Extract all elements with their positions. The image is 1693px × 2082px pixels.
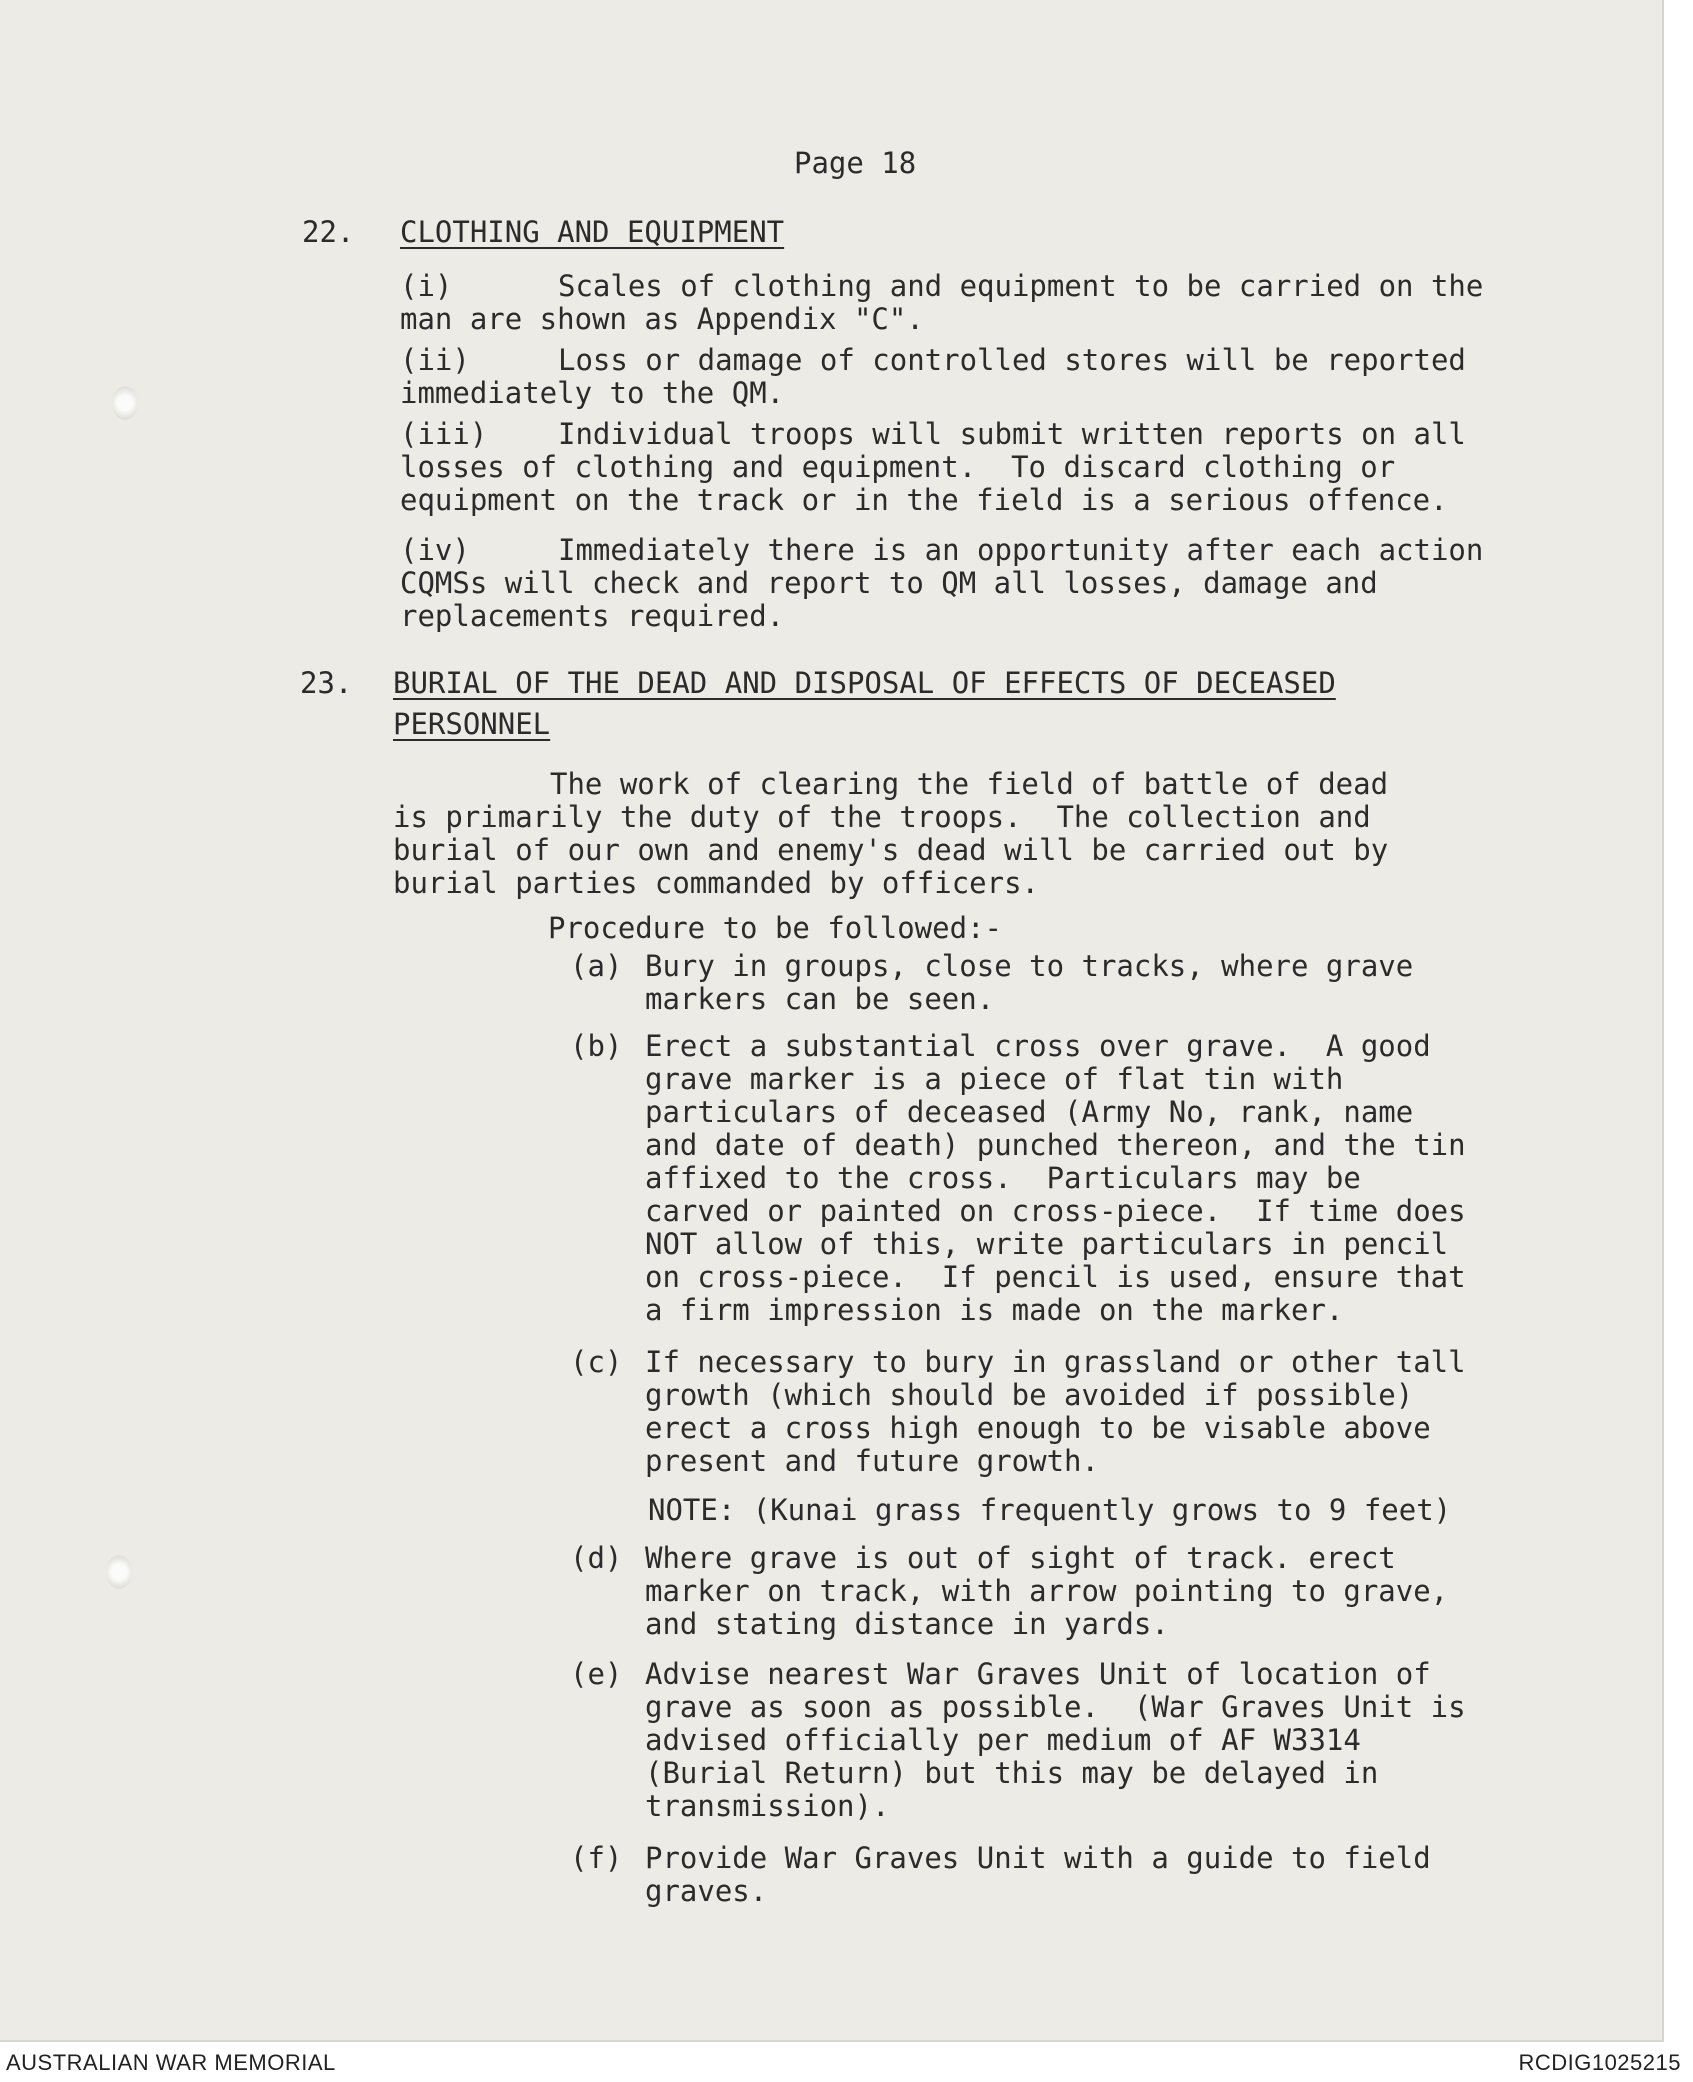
text-line: graves. bbox=[645, 1874, 768, 1908]
text-line: and stating distance in yards. bbox=[645, 1607, 1169, 1641]
text-line: is primarily the duty of the troops. The collection and bbox=[393, 800, 1371, 834]
text-line: grave as soon as possible. (War Graves Unit is bbox=[645, 1690, 1466, 1724]
text-line: Erect a substantial cross over grave. A good bbox=[645, 1029, 1431, 1063]
punch-hole bbox=[112, 386, 138, 420]
item-label: (f) bbox=[570, 1841, 623, 1875]
text-line: affixed to the cross. Particulars may be bbox=[645, 1161, 1361, 1195]
text-line: advised officially per medium of AF W3314 bbox=[645, 1723, 1361, 1757]
text-line: Advise nearest War Graves Unit of location of bbox=[645, 1657, 1431, 1691]
text-line: on cross-piece. If pencil is used, ensure that bbox=[645, 1260, 1466, 1294]
text-line: The work of clearing the field of battle of dead bbox=[550, 767, 1389, 801]
section-23-heading-cont: PERSONNEL bbox=[393, 707, 551, 741]
text-line: growth (which should be avoided if possible) bbox=[645, 1378, 1414, 1412]
section-23-heading: BURIAL OF THE DEAD AND DISPOSAL OF EFFECTS OF DECEASED bbox=[393, 666, 1336, 700]
note-line: NOTE: (Kunai grass frequently grows to 9 feet) bbox=[648, 1493, 1452, 1527]
text-line: particulars of deceased (Army No, rank, name bbox=[645, 1095, 1414, 1129]
item-label: (i) bbox=[400, 269, 453, 303]
text-line: Bury in groups, close to tracks, where grave bbox=[645, 949, 1414, 983]
text-line: a firm impression is made on the marker. bbox=[645, 1293, 1344, 1327]
footer-record-id: RCDIG1025215 bbox=[1518, 2050, 1681, 2075]
text-line: losses of clothing and equipment. To discard clothing or bbox=[400, 450, 1396, 484]
item-label: (b) bbox=[570, 1029, 623, 1063]
section-22-heading: CLOTHING AND EQUIPMENT bbox=[400, 215, 785, 249]
item-label: (d) bbox=[570, 1541, 623, 1575]
item-label: (ii) bbox=[400, 343, 470, 377]
footer-archive-name: AUSTRALIAN WAR MEMORIAL bbox=[6, 2050, 336, 2075]
text-line: erect a cross high enough to be visable above bbox=[645, 1411, 1431, 1445]
section-22-number: 22. bbox=[302, 215, 355, 249]
text-line: Individual troops will submit written reports on all bbox=[558, 417, 1466, 451]
text-line: NOT allow of this, write particulars in pencil bbox=[645, 1227, 1449, 1261]
text-line: Loss or damage of controlled stores will be reported bbox=[558, 343, 1466, 377]
text-line: and date of death) punched thereon, and the tin bbox=[645, 1128, 1466, 1162]
text-line: present and future growth. bbox=[645, 1444, 1099, 1478]
text-line: If necessary to bury in grassland or other tall bbox=[645, 1345, 1466, 1379]
text-line: transmission). bbox=[645, 1789, 890, 1823]
text-line: replacements required. bbox=[400, 599, 785, 633]
text-line: Where grave is out of sight of track. erect bbox=[645, 1541, 1396, 1575]
text-line: marker on track, with arrow pointing to grave, bbox=[645, 1574, 1449, 1608]
text-line: equipment on the track or in the field is a serious offence. bbox=[400, 483, 1448, 517]
page-number: Page 18 bbox=[794, 146, 917, 180]
item-label: (a) bbox=[570, 949, 623, 983]
punch-hole bbox=[106, 1555, 132, 1589]
text-line: markers can be seen. bbox=[645, 982, 995, 1016]
item-label: (c) bbox=[570, 1345, 623, 1379]
item-label: (e) bbox=[570, 1657, 623, 1691]
section-23-number: 23. bbox=[300, 666, 353, 700]
procedure-heading: Procedure to be followed:- bbox=[548, 911, 1002, 945]
item-label: (iv) bbox=[400, 533, 470, 567]
text-line: burial parties commanded by officers. bbox=[393, 866, 1040, 900]
text-line: carved or painted on cross-piece. If time does bbox=[645, 1194, 1466, 1228]
text-line: man are shown as Appendix "C". bbox=[400, 302, 924, 336]
text-line: burial of our own and enemy's dead will be carried out by bbox=[393, 833, 1389, 867]
text-line: grave marker is a piece of flat tin with bbox=[645, 1062, 1344, 1096]
text-line: Provide War Graves Unit with a guide to field bbox=[645, 1841, 1431, 1875]
text-line: (Burial Return) but this may be delayed in bbox=[645, 1756, 1379, 1790]
text-line: CQMSs will check and report to QM all losses, damage and bbox=[400, 566, 1378, 600]
text-line: Scales of clothing and equipment to be carried on the bbox=[558, 269, 1484, 303]
text-line: immediately to the QM. bbox=[400, 376, 785, 410]
text-line: Immediately there is an opportunity after each action bbox=[558, 533, 1484, 567]
item-label: (iii) bbox=[400, 417, 488, 451]
